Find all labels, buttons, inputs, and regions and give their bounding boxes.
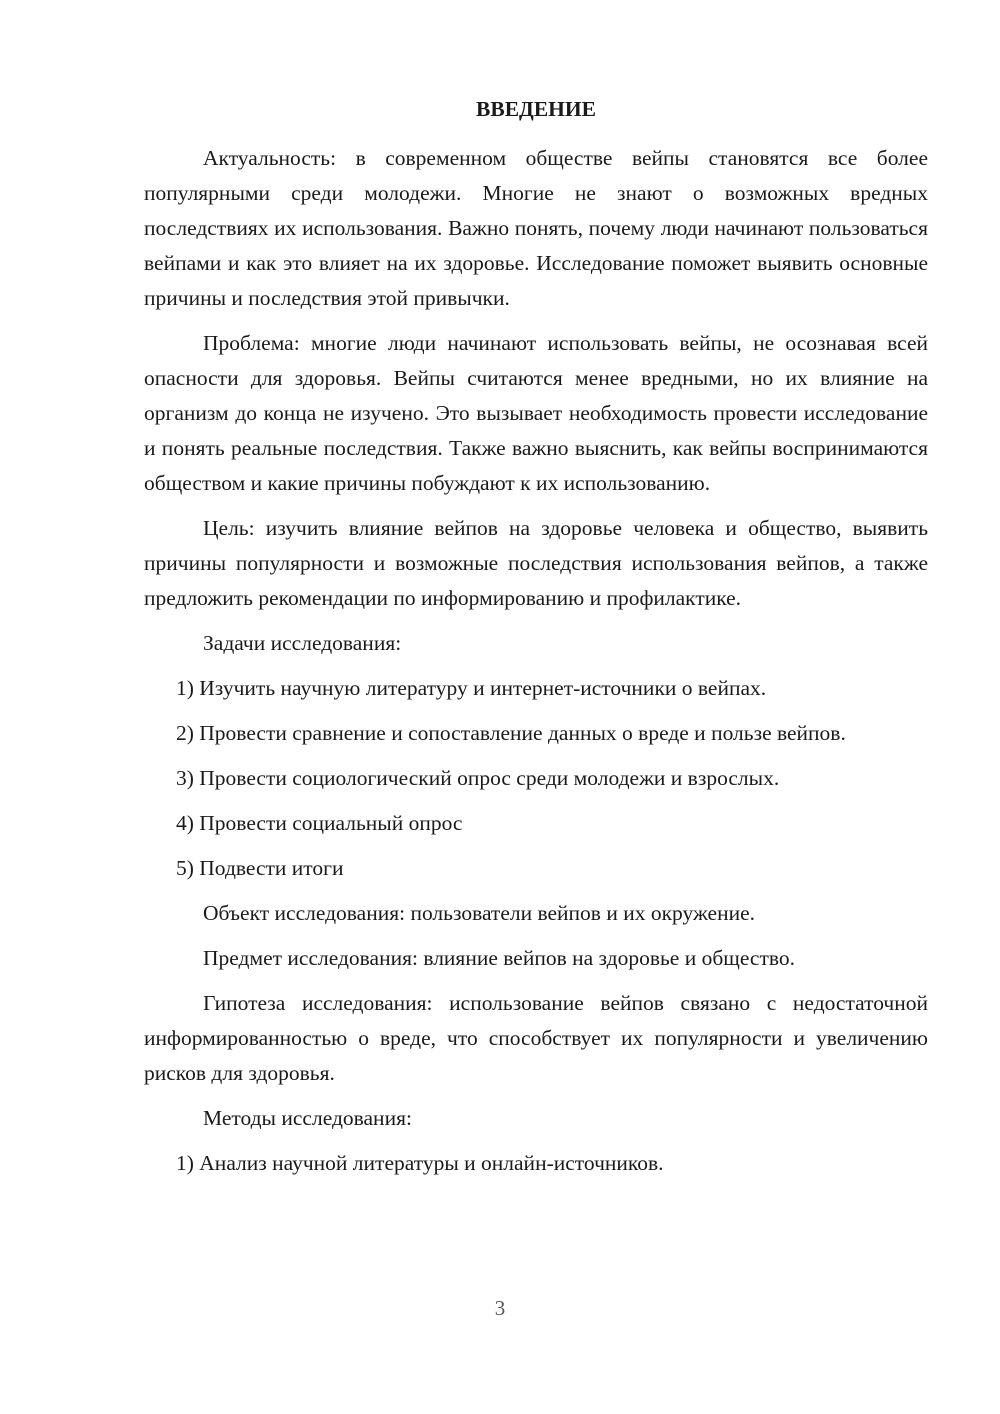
problem-paragraph: Проблема: многие люди начинают использовать вейпы, не осознавая всей опасности для здоровья. Вейпы считаются менее вредными, но их влияние на организм до конца не изучено. Это вызывает необходимость провести исследование и понять реальные последствия. Также важно выяснить, как вейпы воспринимаются обществом и какие причины побуждают к их использованию.	[144, 331, 928, 495]
page-number: 3	[494, 1296, 506, 1320]
page-title: ВВЕДЕНИЕ	[476, 97, 596, 121]
document-page	[144, 92, 928, 1191]
object-paragraph: Объект исследования: пользователи вейпов и их окружение.	[203, 901, 756, 925]
task-item-3: 3) Провести социологический опрос среди молодежи и взрослых.	[176, 766, 780, 790]
tasks-heading: Задачи исследования:	[203, 631, 402, 655]
task-item-1: 1) Изучить научную литературу и интернет-источники о вейпах.	[176, 676, 767, 700]
goal-paragraph: Цель: изучить влияние вейпов на здоровье человека и общество, выявить причины популярности и возможные последствия использования вейпов, а также предложить рекомендации по информированию и профилактике.	[144, 516, 928, 610]
task-item-4: 4) Провести социальный опрос	[176, 811, 463, 835]
task-item-2: 2) Провести сравнение и сопоставление данных о вреде и пользе вейпов.	[176, 721, 846, 745]
hypothesis-paragraph: Гипотеза исследования: использование вейпов связано с недостаточной информированностью о вреде, что способствует их популярности и увеличению рисков для здоровья.	[144, 991, 928, 1085]
subject-paragraph: Предмет исследования: влияние вейпов на здоровье и общество.	[203, 946, 795, 970]
relevance-paragraph: Актуальность: в современном обществе вейпы становятся все более популярными среди молодежи. Многие не знают о возможных вредных последствиях их использования. Важно понять, почему люди начинают пользоваться вейпами и как это влияет на их здоровье. Исследование поможет выявить основные причины и последствия этой привычки.	[144, 146, 928, 310]
task-item-5: 5) Подвести итоги	[176, 856, 344, 880]
method-item-1: 1) Анализ научной литературы и онлайн-источников.	[176, 1151, 664, 1175]
methods-heading: Методы исследования:	[203, 1106, 412, 1130]
